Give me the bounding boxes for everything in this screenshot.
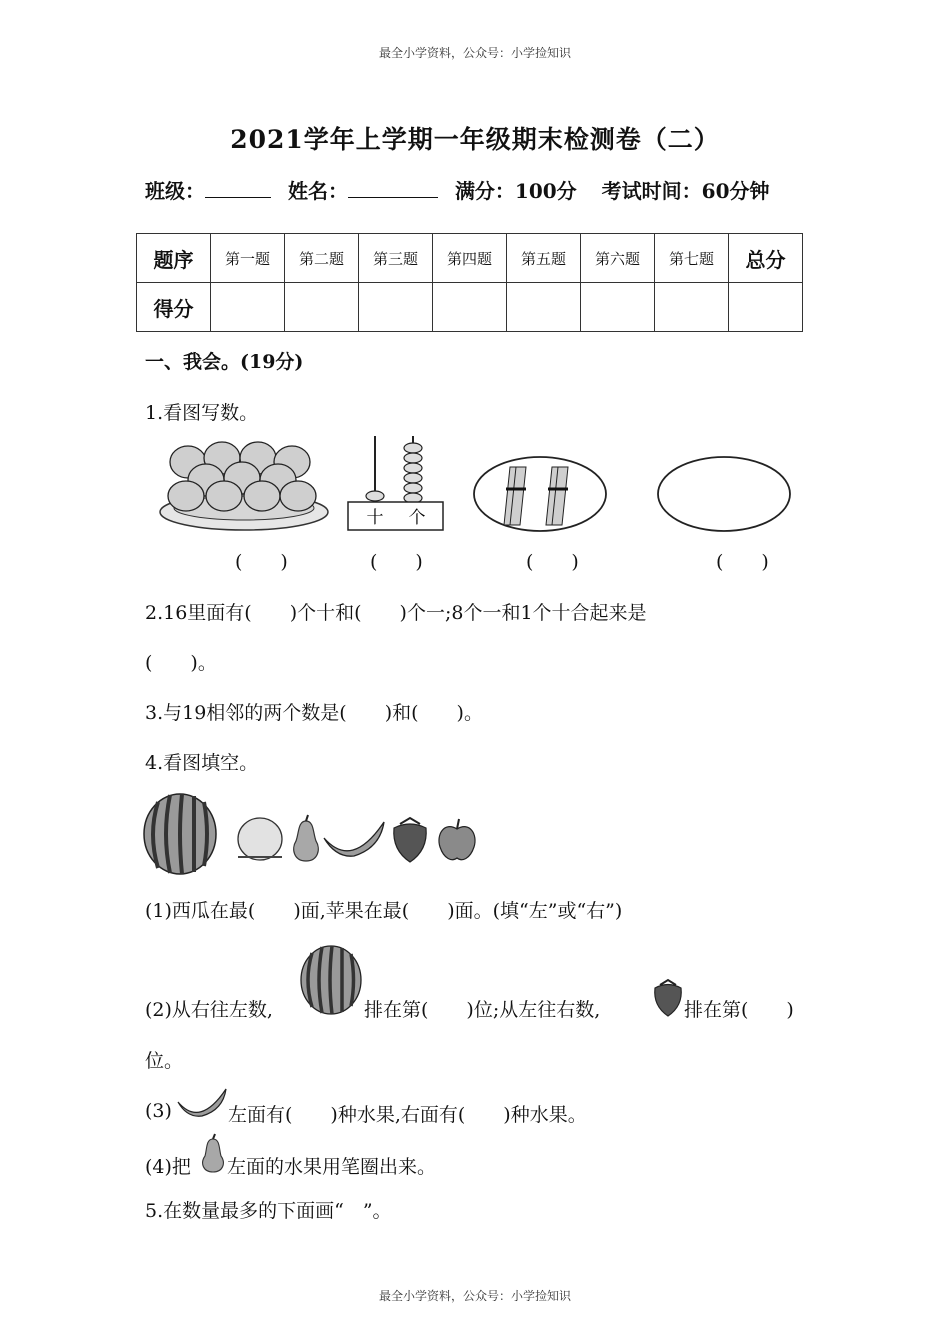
score-row-label: 得分 xyxy=(137,283,211,332)
score-cell[interactable] xyxy=(285,283,359,332)
peach-icon xyxy=(234,815,286,863)
score-table xyxy=(136,233,803,332)
question-2-line1: 2.16里面有( )个十和( )个一;8个一和1个十合起来是 xyxy=(145,602,647,624)
banana-icon xyxy=(176,1086,230,1122)
answer-paren[interactable]: ( ) xyxy=(526,551,579,573)
question-4-2b: 排在第( )位;从左往右数, xyxy=(364,999,601,1021)
section-title: 一、我会。(19分) xyxy=(145,351,304,373)
answer-paren[interactable]: ( ) xyxy=(235,551,288,573)
question-3: 3.与19相邻的两个数是( )和( )。 xyxy=(145,702,483,724)
apple-icon xyxy=(436,817,478,863)
name-blank xyxy=(348,179,438,198)
stick-bundles-icon xyxy=(472,455,608,533)
score-cell[interactable] xyxy=(581,283,655,332)
header-cell: 第七题 xyxy=(655,234,729,283)
score-cell[interactable] xyxy=(359,283,433,332)
score-cell[interactable] xyxy=(211,283,285,332)
header-cell: 第三题 xyxy=(359,234,433,283)
watermelon-icon xyxy=(300,943,364,1015)
answer-paren[interactable]: ( ) xyxy=(370,551,423,573)
header-cell: 总分 xyxy=(729,234,803,283)
question-4-3a: (3) xyxy=(145,1100,172,1122)
strawberry-icon xyxy=(390,816,430,864)
exam-time: 考试时间：60分钟 xyxy=(601,179,770,203)
class-label: 班级： xyxy=(145,179,205,203)
score-cell[interactable] xyxy=(507,283,581,332)
question-4-4b: 左面的水果用笔圈出来。 xyxy=(227,1156,437,1178)
answer-paren[interactable]: ( ) xyxy=(716,551,769,573)
exam-info xyxy=(145,175,770,204)
watermelon-icon xyxy=(142,790,220,876)
page-footer: 最全小学资料，公众号：小学捡知识 xyxy=(378,1289,571,1303)
question-1: 1.看图写数。 xyxy=(145,402,259,424)
empty-oval-icon xyxy=(656,455,792,533)
abacus-tens-label: 十 xyxy=(366,508,384,528)
pear-icon xyxy=(288,815,324,863)
page-header: 最全小学资料，公众号：小学捡知识 xyxy=(378,46,571,60)
exam-title: 2021学年上学期一年级期末检测卷（二） xyxy=(230,125,720,154)
peach-plate-icon xyxy=(158,436,330,536)
abacus-ones-label: 个 xyxy=(408,508,426,528)
header-cell: 第五题 xyxy=(507,234,581,283)
class-blank xyxy=(205,179,271,198)
score-cell[interactable] xyxy=(433,283,507,332)
banana-icon xyxy=(322,818,388,864)
header-cell: 第一题 xyxy=(211,234,285,283)
question-4-4a: (4)把 xyxy=(145,1156,191,1178)
question-2-line2: ( )。 xyxy=(145,652,217,674)
header-cell: 题序 xyxy=(137,234,211,283)
score-header-row xyxy=(137,234,803,283)
question-4: 4.看图填空。 xyxy=(145,752,259,774)
score-cell[interactable] xyxy=(655,283,729,332)
question-5: 5.在数量最多的下面画“ ”。 xyxy=(145,1200,392,1222)
score-row xyxy=(137,283,803,332)
header-cell: 第二题 xyxy=(285,234,359,283)
abacus-icon xyxy=(345,434,445,534)
pear-icon xyxy=(198,1134,228,1174)
full-score: 满分：100分 xyxy=(454,179,577,203)
question-4-2a: (2)从右往左数, xyxy=(145,999,273,1021)
strawberry-icon xyxy=(652,978,684,1018)
question-4-3b: 左面有( )种水果,右面有( )种水果。 xyxy=(228,1104,587,1126)
question-4-2d: 位。 xyxy=(145,1050,184,1072)
question-4-2c: 排在第( ) xyxy=(684,999,794,1021)
score-cell[interactable] xyxy=(729,283,803,332)
header-cell: 第四题 xyxy=(433,234,507,283)
name-label: 姓名： xyxy=(287,179,348,203)
question-4-1: (1)西瓜在最( )面,苹果在最( )面。(填“左”或“右”) xyxy=(145,900,623,922)
header-cell: 第六题 xyxy=(581,234,655,283)
